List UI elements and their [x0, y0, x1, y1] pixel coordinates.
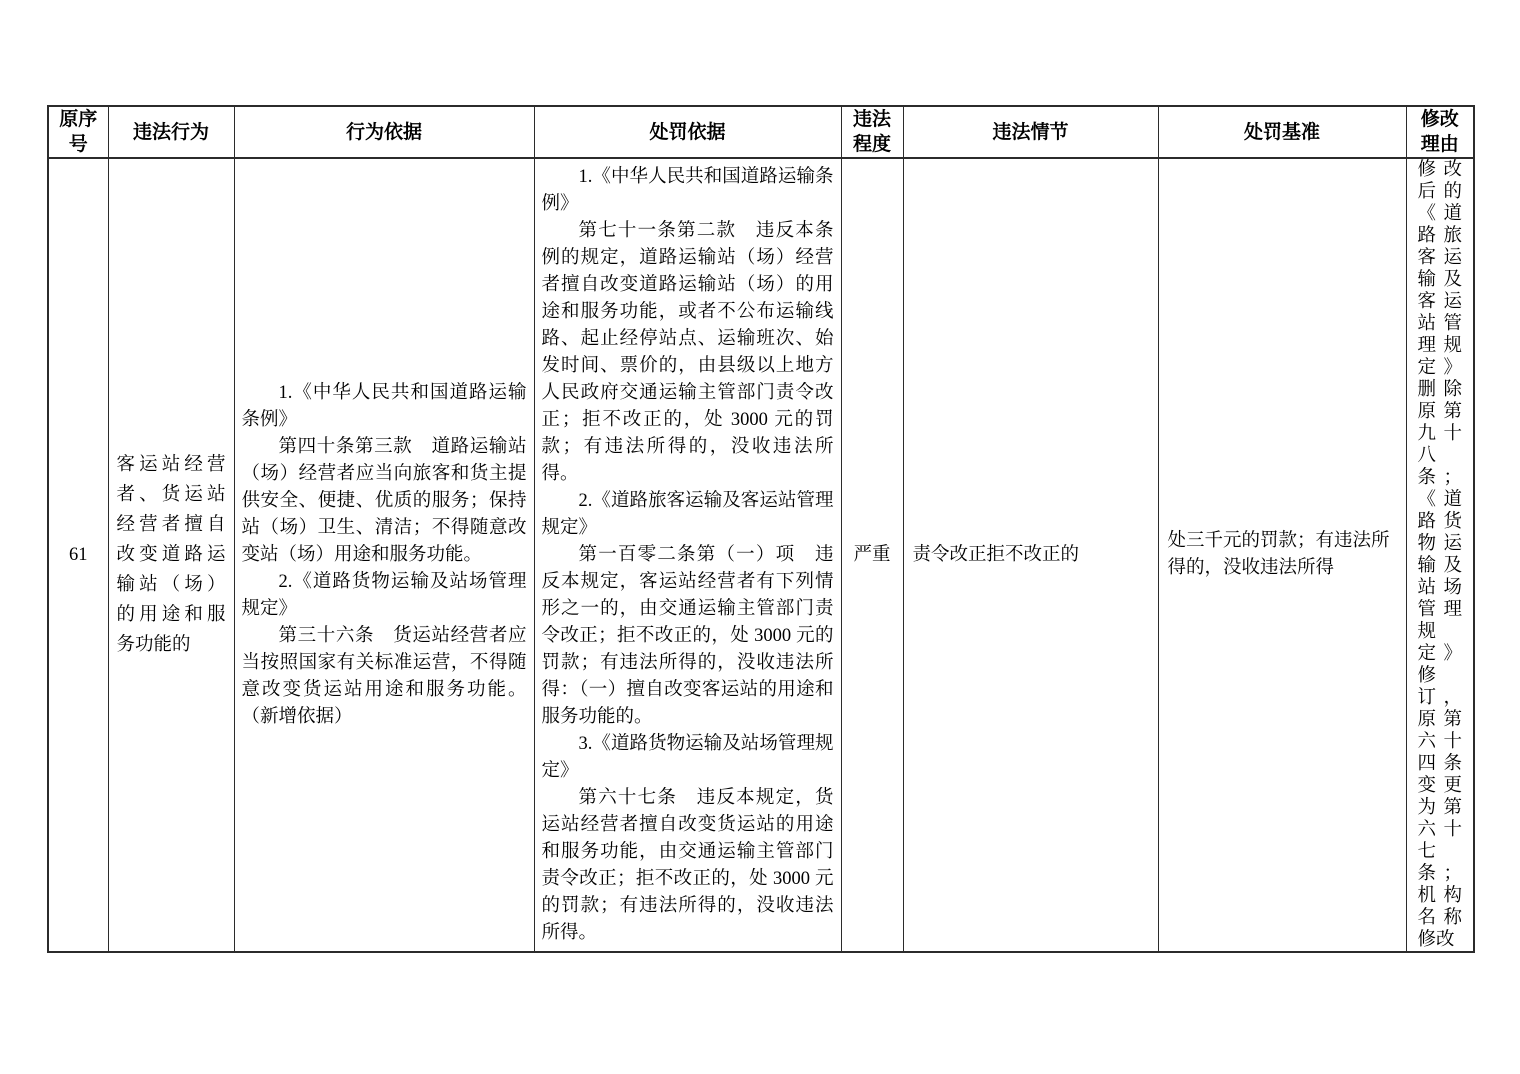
column-header-penalty-basis: 处罚依据: [534, 106, 841, 158]
column-header-seq: 原序号: [48, 106, 108, 158]
regulation-table: [47, 105, 1475, 953]
penalty-basis-text: 1.《中华人民共和国道路运输条例》 第七十一条第二款 违反本条例的规定，道路运输站（场）经营者擅自改变道路运输站（场）的用途和服务功能，或者不公布运输线路、起止经停站点、运输班次、始发时间、票价的，由县级以上地方人民政府交通运输主管部门责令改正；拒不改正的，处 3000 元的罚款；有违法所得的，没收违法所得。 2.《道路旅客运输及客运站管理规定》 第一百零二条第（一）项 违反本规定，客运站经营者有下列情形之一的，由交通运输主管部门责令改正；拒不改正的，处 3000 元的罚款；有违法所得的，没收违法所得：（一）擅自改变客运站的用途和服务功能的。 3.《道路货物运输及站场管理规定》 第六十七条 违反本规定，货运站经营者擅自改变货运站的用途和服务功能，由交通运输主管部门责令改正；拒不改正的，处 3000 元的罚款；有违法所得的，没收违法所得。: [541, 166, 834, 943]
cell-seq-number: 61: [48, 158, 108, 952]
column-header-behavior: 违法行为: [108, 106, 234, 158]
cell-behavior-basis: [234, 158, 534, 952]
column-header-revision: 修改理由: [1406, 106, 1474, 158]
column-header-severity: 违法程度: [841, 106, 903, 158]
cell-penalty-basis: [534, 158, 841, 952]
behavior-basis-text: 1.《中华人民共和国道路运输条例》 第四十条第三款 道路运输站（场）经营者应当向旅客和货主提供安全、便捷、优质的服务；保持站（场）卫生、清洁；不得随意改变站（场）用途和服务功能。 2.《道路货物运输及站场管理规定》 第三十六条 货运站经营者应当按照国家有关标准运营，不得随意改变货运站用途和服务功能。（新增依据）: [241, 382, 527, 727]
illegal-behavior-text: 客运站经营者、货运站经营者擅自改变道路运输站（场）的用途和服务功能的: [116, 455, 226, 655]
header-row: [48, 106, 1474, 158]
cell-penalty-benchmark: 处三千元的罚款；有违法所得的，没收违法所得: [1158, 158, 1406, 952]
column-header-circumstance: 违法情节: [903, 106, 1158, 158]
table-row: [48, 158, 1474, 952]
cell-revision-reason: [1406, 158, 1474, 952]
column-header-benchmark: 处罚基准: [1158, 106, 1406, 158]
column-header-behavior-basis: 行为依据: [234, 106, 534, 158]
revision-reason-text: 修改后的《道路旅客运输及客运站管理规定》删除原第九十八条；《道路货物运输及站场管理规定》修订，原第六十四条变更为第六十七条；机构名称修改: [1417, 160, 1462, 950]
cell-illegal-behavior: [108, 158, 234, 952]
cell-severity: 严重: [841, 158, 903, 952]
cell-circumstance: 责令改正拒不改正的: [903, 158, 1158, 952]
